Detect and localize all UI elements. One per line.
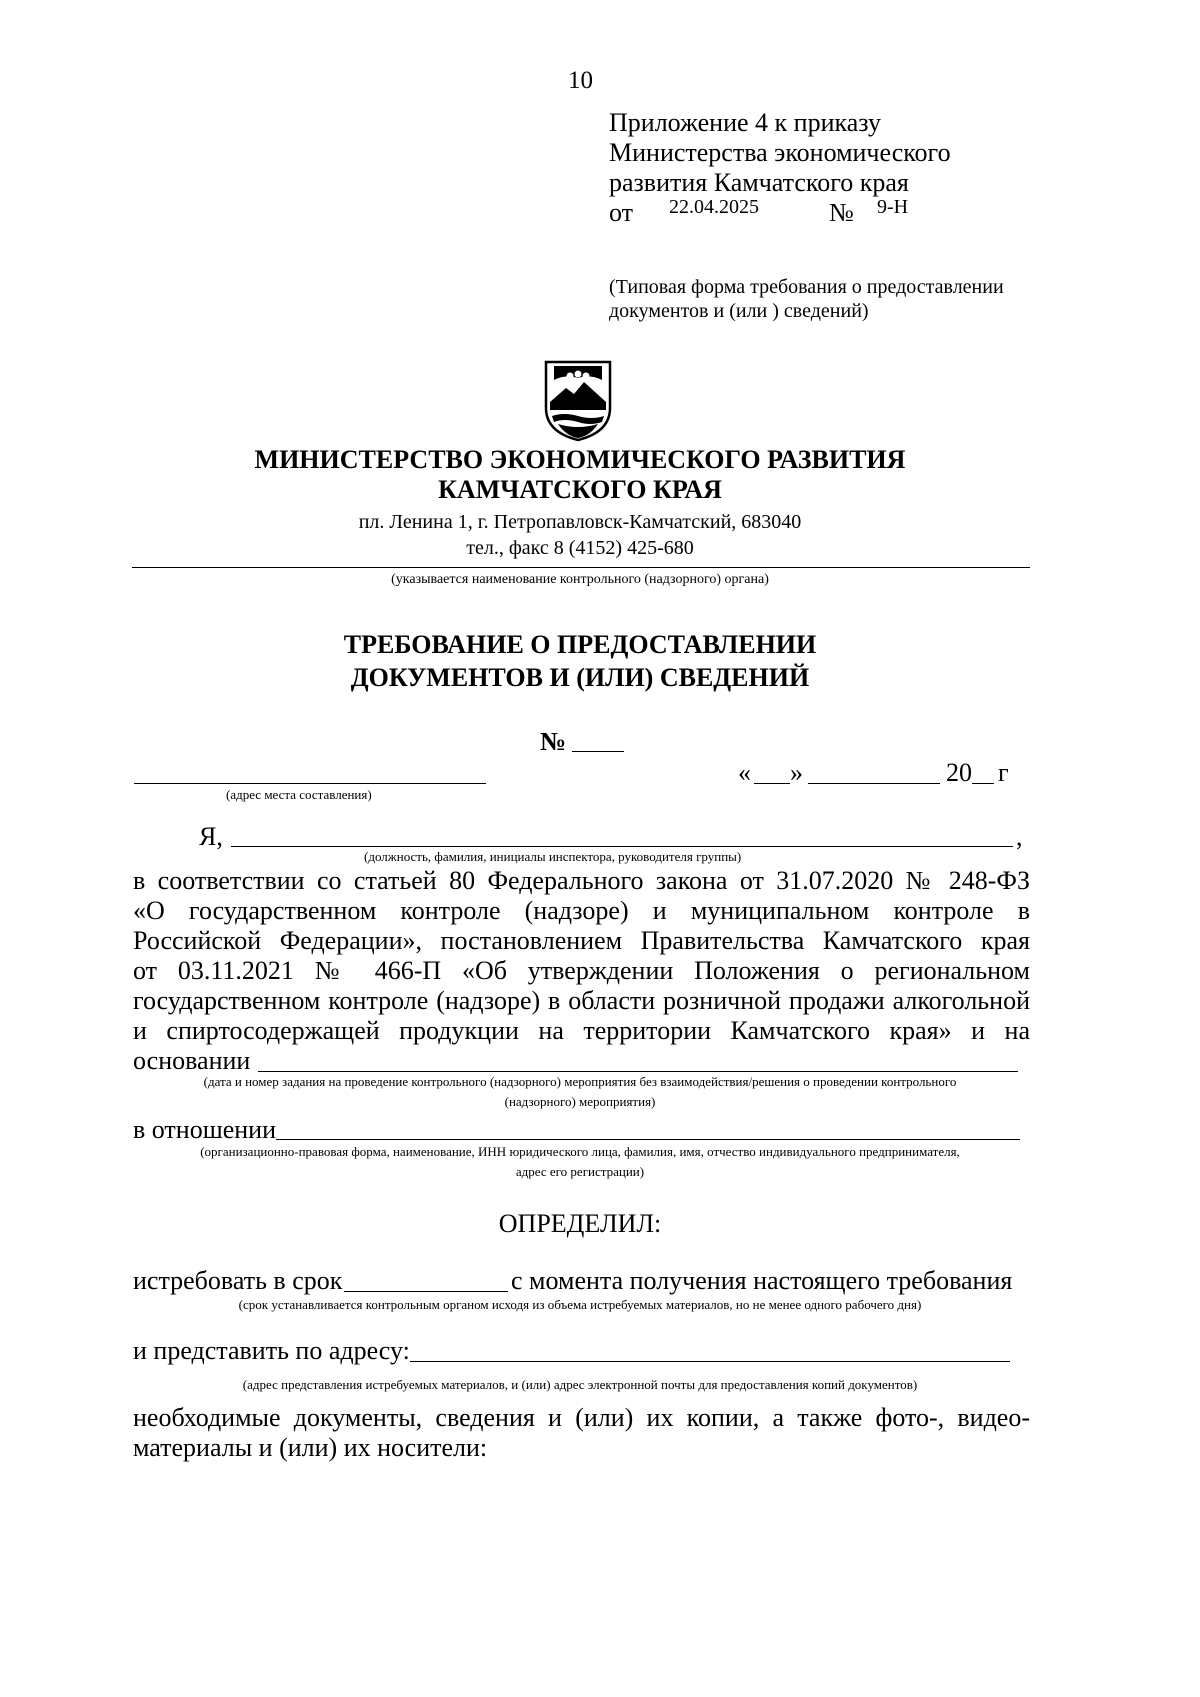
appendix-number: 9-Н (877, 196, 909, 218)
term-suffix: с момента получения настоящего требования (511, 1266, 1013, 1295)
form-note-line1: (Типовая форма требования о предоставлении (609, 276, 1004, 298)
place-field[interactable] (134, 783, 486, 784)
basis-hint-line2: (надзорного) мероприятия) (504, 1094, 656, 1109)
document-title-line1: ТРЕБОВАНИЕ О ПРЕДОСТАВЛЕНИИ (343, 630, 817, 659)
term-prefix: истребовать в срок (133, 1266, 343, 1295)
term-field[interactable] (344, 1291, 508, 1292)
date-year-field[interactable] (972, 783, 994, 784)
address-field[interactable] (410, 1361, 1010, 1362)
relation-field[interactable] (276, 1139, 1020, 1140)
appendix-line2: Министерства экономического (609, 138, 951, 167)
appendix-from-label: от (609, 198, 634, 227)
body-line: «О государственном контроле (надзоре) и муниципальном контроле в (133, 896, 1030, 925)
inspector-prefix: Я, (199, 822, 223, 851)
org-phone: тел., факс 8 (4152) 425-680 (466, 537, 694, 559)
address-label: и представить по адресу: (133, 1336, 410, 1365)
relation-label: в отношении (133, 1115, 277, 1144)
place-hint: (адрес места составления) (226, 787, 372, 802)
page-number: 10 (568, 67, 593, 94)
org-name-line2: КАМЧАТСКОГО КРАЯ (438, 475, 722, 504)
org-name-line1: МИНИСТЕРСТВО ЭКОНОМИЧЕСКОГО РАЗВИТИЯ (254, 445, 906, 474)
org-address: пл. Ленина 1, г. Петропавловск-Камчатский, 683040 (358, 511, 802, 533)
appendix-number-sign: № (829, 198, 854, 227)
document-number-field[interactable] (572, 751, 624, 752)
body-line: в соответствии со статьей 80 Федерального закона от 31.07.2020 № 248-ФЗ (133, 866, 1030, 895)
body-line: и спиртосодержащей продукции на территории Камчатского края» и на (133, 1016, 1030, 1045)
appendix-line3: развития Камчатского края (609, 168, 909, 197)
body-line: государственном контроле (надзоре) в области розничной продажи алкогольной (133, 986, 1030, 1015)
header-divider (132, 567, 1030, 568)
relation-hint-line1: (организационно-правовая форма, наименование, ИНН юридического лица, фамилия, имя, отчество индивидуального предпринимателя, (200, 1144, 960, 1159)
date-year-prefix: 20 (946, 758, 972, 787)
date-day-field[interactable] (754, 783, 790, 784)
coat-of-arms-emblem (544, 356, 612, 447)
form-note-line2: документов и (или ) сведений) (609, 300, 869, 322)
document-title-line2: ДОКУМЕНТОВ И (ИЛИ) СВЕДЕНИЙ (350, 663, 810, 692)
decided-heading: ОПРЕДЕЛИЛ: (498, 1209, 662, 1238)
appendix-date: 22.04.2025 (669, 196, 759, 218)
body-line: от 03.11.2021 № 466-П «Об утверждении Положения о региональном (133, 956, 1030, 985)
date-open-quote: « (738, 758, 751, 787)
body-line: Российской Федерации», постановлением Правительства Камчатского края (133, 926, 1030, 955)
date-close-quote: » (790, 758, 803, 787)
date-year-suffix: г (998, 758, 1009, 787)
term-hint: (срок устанавливается контрольным органом исходя из объема истребуемых материалов, но не менее одного рабочего дня) (238, 1297, 922, 1312)
closing-line: необходимые документы, сведения и (или) их копии, а также фото-, видео- (133, 1403, 1030, 1432)
appendix-line1: Приложение 4 к приказу (609, 108, 882, 137)
org-hint: (указывается наименование контрольного (надзорного) органа) (391, 572, 769, 587)
relation-hint-line2: адрес его регистрации) (515, 1164, 645, 1179)
basis-field[interactable] (258, 1071, 1018, 1072)
inspector-hint: (должность, фамилия, инициалы инспектора, руководителя группы) (364, 849, 742, 864)
inspector-suffix: , (1016, 822, 1023, 851)
basis-hint-line1: (дата и номер задания на проведение контрольного (надзорного) мероприятия без взаимодействия/решения о проведении контрольного (203, 1074, 957, 1089)
closing-line: материалы и (или) их носители: (133, 1433, 488, 1462)
address-hint: (адрес представления истребуемых материалов, и (или) адрес электронной почты для предоставления копий документов) (242, 1377, 918, 1392)
document-number-label: № (540, 727, 567, 756)
date-month-field[interactable] (808, 783, 940, 784)
inspector-field[interactable] (231, 846, 1013, 847)
basis-label: основании (133, 1046, 251, 1075)
